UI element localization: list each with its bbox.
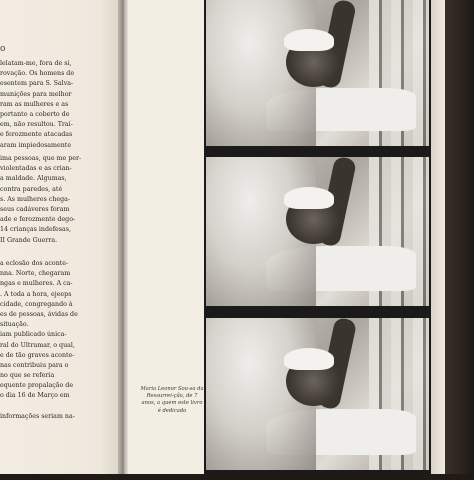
photo-frame-3 xyxy=(206,318,429,470)
text-line: esentem para S. Salva- xyxy=(0,80,74,88)
text-line: no que se referia xyxy=(0,372,55,380)
text-line: aram impiedosamente xyxy=(0,141,72,149)
bandage xyxy=(284,348,334,370)
text-line: nas contribuiu para o xyxy=(0,361,69,369)
text-line: em, não resultou. Traí- xyxy=(0,121,73,129)
text-line: equente propalação de xyxy=(0,382,74,390)
bottom-edge xyxy=(0,474,474,480)
text-line: . A toda a hora, ejeeps xyxy=(0,290,72,298)
back-cover xyxy=(445,0,474,480)
text-line: nna. Norte, chegaram xyxy=(0,270,71,278)
text-line xyxy=(0,402,124,412)
bandage xyxy=(284,187,334,209)
text-line: ral do Ultramar, o qual, xyxy=(0,341,75,349)
text-line: iam publicado única- xyxy=(0,331,67,339)
bandage xyxy=(284,29,334,51)
text-line: rovação. Os homens de xyxy=(0,70,75,78)
text-line: violentadas e as crian- xyxy=(0,165,72,173)
text-line: lelatam-me, fora de si, xyxy=(0,60,72,67)
text-line: o dia 16 de Março em xyxy=(0,392,70,400)
text-line: a eclosão dos aconte- xyxy=(0,260,69,267)
text-line: ima pessoas, que me per- xyxy=(0,155,82,162)
text-line: informações seriam na- xyxy=(0,412,75,420)
text-line: ngas e mulheres. A ca- xyxy=(0,280,73,288)
page-edge xyxy=(431,0,445,474)
paragraph-3 xyxy=(0,259,124,422)
text-line: cidade, congregando à xyxy=(0,300,73,308)
photo-frame-2 xyxy=(206,157,429,306)
paragraph-2 xyxy=(0,154,124,246)
text-line: e de tão graves aconte- xyxy=(0,351,75,359)
text-line: ade e ferozmente dego- xyxy=(0,216,76,224)
text-line: s. As mulheres chega- xyxy=(0,195,71,203)
text-line: a maldade. Algumas, xyxy=(0,175,67,183)
left-page xyxy=(0,0,124,474)
text-line: munições para melhor xyxy=(0,90,72,98)
book-spine-shadow xyxy=(118,0,128,474)
text-line: 14 crianças indefesas, xyxy=(0,226,71,234)
text-line: ram as mulheres e as xyxy=(0,100,69,108)
photo-caption: Maria Leonor Sou-sa da Ressurrei-ção, de 7 anos, a quem este livro é dedicado xyxy=(140,386,204,414)
text-line: e ferozmente atacadas xyxy=(0,131,73,139)
text-line: portanto a coberto de xyxy=(0,110,70,118)
text-line: situação. xyxy=(0,321,29,329)
text-line: es de pessoas, ávidas de xyxy=(0,310,78,318)
text-line: seus cadáveres foram xyxy=(0,205,70,213)
text-line: II Grande Guerra. xyxy=(0,236,58,244)
photo-frame-1 xyxy=(206,0,429,146)
text-line: contra paredes, até xyxy=(0,185,63,193)
chapter-heading: o xyxy=(0,44,7,54)
paragraph-1 xyxy=(0,59,124,151)
